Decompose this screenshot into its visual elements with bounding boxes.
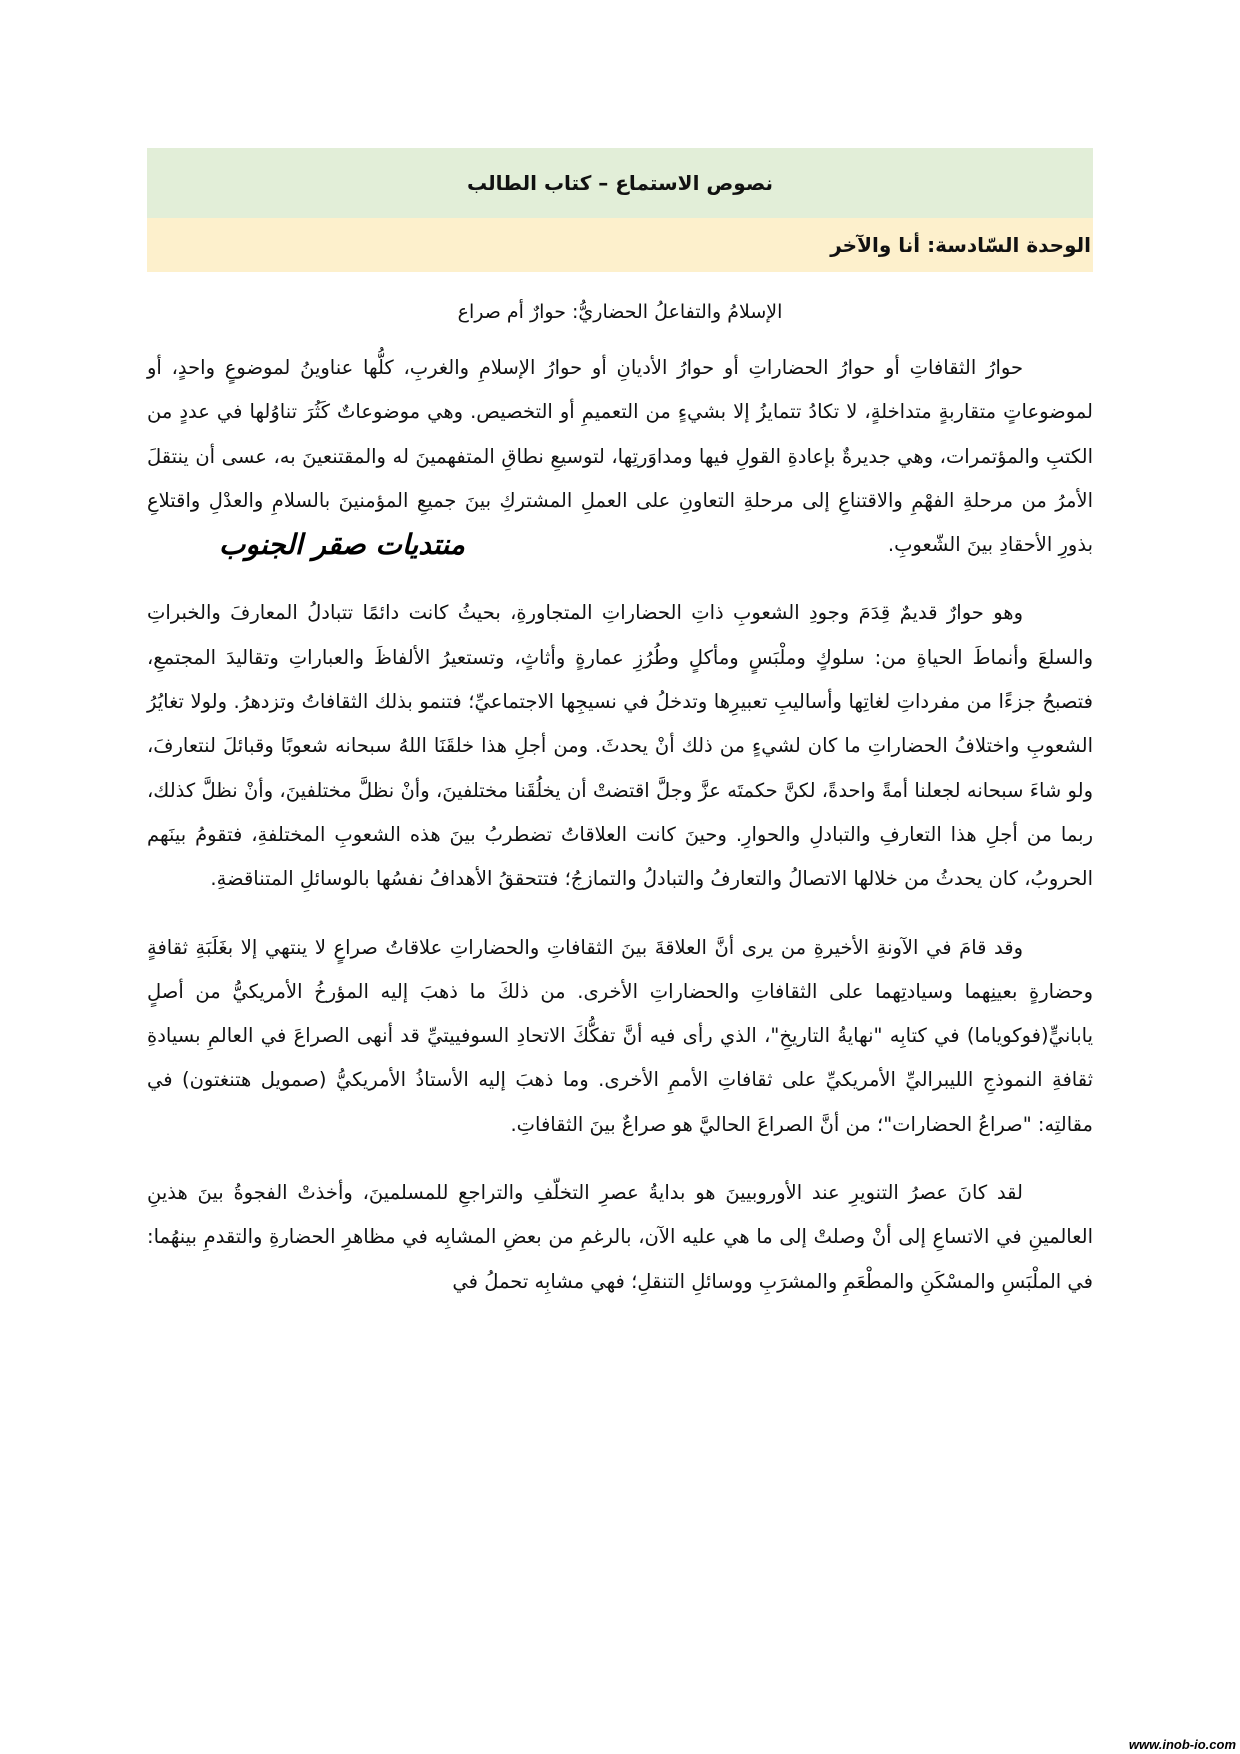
document-page [147,148,1093,1328]
title-band [147,148,1093,218]
unit-heading: الوحدة السّادسة: أنا والآخر [830,233,1091,257]
paragraph-1 [147,346,1093,567]
body-text [147,346,1093,1304]
paragraph-2: وهو حوارٌ قديمٌ قِدَمَ وجودِ الشعوبِ ذاتِ الحضاراتِ المتجاورةِ، بحيثُ كانت دائمًا تتبادلُ المعارفَ والخبراتِ والسلعَ وأنماطَ الحياةِ من: سلوكٍ وملْبَسٍ ومأكلٍ وطُرُزِ عمارةٍ وأثاثٍ، وتستعيرُ الألفاظَ والعباراتِ وتقاليدَ المجتمعِ، فتصبحُ جزءًا من مفرداتِ لغاتِها وأساليبِ تعبيرِها وتدخلُ في نسيجِها الاجتماعيِّ؛ فتنمو بذلك الثقافاتُ وتزدهرُ. ولولا تغايُرُ الشعوبِ واختلافُ الحضاراتِ ما كان لشيءٍ من ذلك أنْ يحدثَ. ومن أجلِ هذا خلقَنَا اللهُ سبحانه شعوبًا وقبائلَ لنتعارفَ، ولو شاءَ سبحانه لجعلنا أمةً واحدةً، لكنَّ حكمتَه عزَّ وجلَّ اقتضتْ أن يخلُقَنا مختلفينَ، وأنْ نظلَّ مختلفينَ، وأنْ نظلَّ كذلك، ربما من أجلِ هذا التعارفِ والتبادلِ والحوارِ. وحينَ كانت العلاقاتُ تضطربُ بينَ هذه الشعوبِ المختلفةِ، فتقومُ بينَهم الحروبُ، كان يحدثُ من خلالها الاتصالُ والتعارفُ والتبادلُ والتمازجُ؛ فتتحققُ الأهدافُ نفسُها بالوسائلِ المتناقضةِ. [147,601,1093,891]
lesson-title: الإسلامُ والتفاعلُ الحضاريُّ: حوارٌ أم صراع [457,301,783,323]
paragraph-1-text: حوارُ الثقافاتِ أو حوارُ الحضاراتِ أو حوارُ الأديانِ أو حوارُ الإسلامِ والغربِ، كلُّها عناوينُ لموضوعٍ واحدٍ، أو لموضوعاتٍ متقاربةٍ متداخلةٍ، لا تكادُ تتمايزُ إلا بشيءٍ من التعميمِ أو التخصيص. وهي موضوعاتٌ كَثُرَ تناوُلها في عددٍ من الكتبِ والمؤتمرات، وهي جديرةٌ بإعادةِ القولِ فيها ومداوَرتِها، لتوسيعِ نطاقِ المتفهمينَ له والمقتنعينَ به، عسى أن ينتقلَ الأمرُ من مرحلةِ الفهْمِ والاقتناعِ إلى مرحلةِ التعاونِ على العملِ المشتركِ بينَ جميعِ المؤمنينَ بالسلامِ والعدْلِ واقتلاعِ بذورِ الأحقادِ بينَ الشّعوبِ. [147,356,1093,557]
forum-watermark: منتديات صقر الجنوب [219,528,465,562]
footer-website-url[interactable]: www.inob-io.com [1128,1737,1236,1752]
document-title: نصوص الاستماع – كتاب الطالب [466,171,774,195]
unit-band [147,218,1093,272]
paragraph-3: وقد قامَ في الآونةِ الأخيرةِ من يرى أنَّ العلاقةَ بينَ الثقافاتِ والحضاراتِ علاقاتُ صراعٍ لا ينتهي إلا بغَلَبَةِ ثقافةٍ وحضارةٍ بعينِهما وسيادتِهما على الثقافاتِ والحضاراتِ الأخرى. من ذلكَ ما ذهبَ إليه المؤرخُ الأمريكيُّ من أصلٍ يابانيٍّ(فوكوياما) في كتابِه "نهايةُ التاريخِ"، الذي رأى فيه أنَّ تفكُّكَ الاتحادِ السوفييتيِّ قد أنهى الصراعَ في العالمِ بسيادةِ ثقافةِ النموذجِ الليبراليِّ الأمريكيِّ على ثقافاتِ الأممِ الأخرى. وما ذهبَ إليه الأستاذُ الأمريكيُّ (صمويل هتنغتون) في مقالتِه: "صراعُ الحضارات"؛ من أنَّ الصراعَ الحاليَّ هو صراعٌ بينَ الثقافاتِ. [147,935,1093,1136]
paragraph-4: لقد كانَ عصرُ التنويرِ عند الأوروبيينَ هو بدايةُ عصرِ التخلّفِ والتراجعِ للمسلمينَ، وأخذتْ الفجوةُ بينَ هذينِ العالمينِ في الاتساعِ إلى أنْ وصلتْ إلى ما هي عليه الآن، بالرغمِ من بعضِ المشابِه في مظاهرِ الحضارةِ والتقدمِ بينهُما: في الملْبَسِ والمسْكَنِ والمطْعَمِ والمشرَبِ ووسائلِ التنقلِ؛ فهي مشابِه تحملُ في [147,1181,1093,1293]
